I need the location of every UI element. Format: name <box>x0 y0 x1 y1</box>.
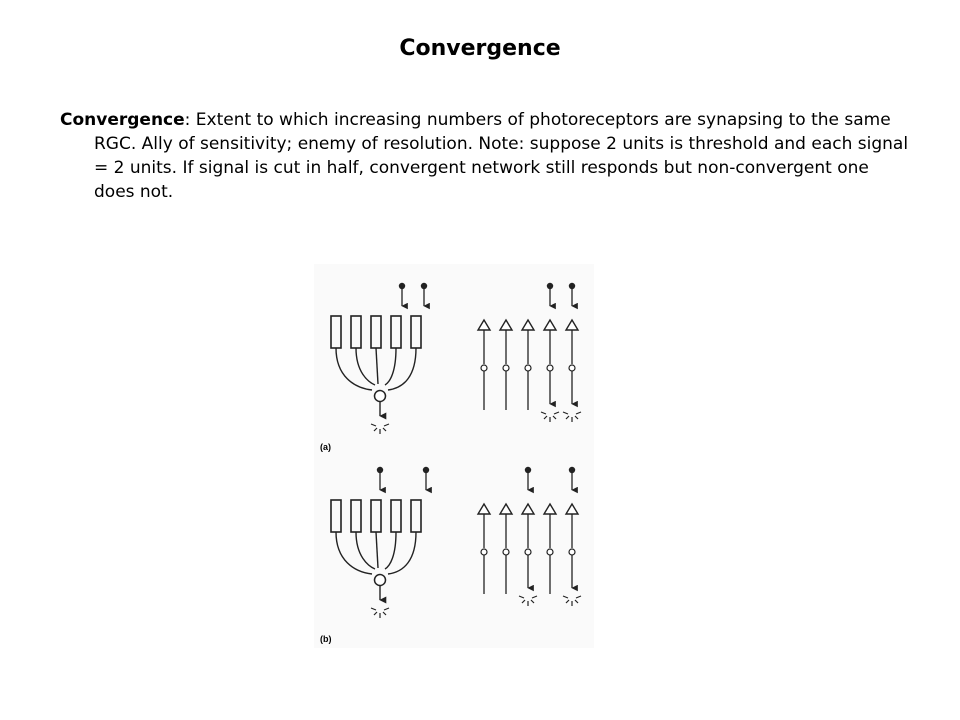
light-stimulus-dot <box>569 467 575 473</box>
photoreceptor-cone <box>478 320 490 330</box>
photoreceptor-cone <box>522 504 534 514</box>
convergent-connection <box>376 348 378 384</box>
convergence-figure <box>314 264 594 648</box>
body-definition: : Extent to which increasing numbers of photoreceptors are synapsing to the same RGC. Ally of sensitivity; enemy of resolution. Note: suppose 2 units is threshold and each signal = 2 units. If signal is cut in half, convergent network still responds but non-convergent one does not. <box>94 110 909 202</box>
bipolar-cell <box>481 365 487 371</box>
photoreceptor-rod <box>371 316 381 348</box>
response-burst-ray <box>541 412 546 414</box>
photoreceptor-cone <box>544 320 556 330</box>
light-stimulus-dot <box>525 467 531 473</box>
response-burst-ray <box>371 424 376 426</box>
bipolar-cell <box>547 365 553 371</box>
convergent-connection <box>336 348 372 390</box>
photoreceptor-rod <box>351 316 361 348</box>
convergence-diagram <box>314 264 594 648</box>
body-term: Convergence <box>60 110 185 130</box>
response-burst-ray <box>371 608 376 610</box>
light-stimulus-dot <box>547 283 553 289</box>
response-burst-ray <box>566 600 569 603</box>
ganglion-cell <box>375 391 386 402</box>
response-burst-ray <box>519 596 524 598</box>
bipolar-cell <box>481 549 487 555</box>
photoreceptor-cone <box>566 504 578 514</box>
photoreceptor-rod <box>331 500 341 532</box>
response-burst-ray <box>575 600 578 603</box>
bipolar-cell <box>525 365 531 371</box>
convergent-connection <box>385 348 396 385</box>
light-stimulus-dot <box>399 283 405 289</box>
photoreceptor-rod <box>411 500 421 532</box>
response-burst-ray <box>554 412 559 414</box>
response-burst-ray <box>532 596 537 598</box>
convergent-connection <box>336 532 372 574</box>
response-burst-ray <box>374 612 377 615</box>
photoreceptor-rod <box>411 316 421 348</box>
light-stimulus-dot <box>423 467 429 473</box>
photoreceptor-cone <box>522 320 534 330</box>
bipolar-cell <box>569 365 575 371</box>
photoreceptor-cone <box>500 320 512 330</box>
convergent-connection <box>388 348 416 390</box>
photoreceptor-cone <box>544 504 556 514</box>
light-stimulus-dot <box>421 283 427 289</box>
response-burst-ray <box>531 600 534 603</box>
bipolar-cell <box>569 549 575 555</box>
response-burst-ray <box>544 416 547 419</box>
response-burst-ray <box>576 596 581 598</box>
response-burst-ray <box>384 608 389 610</box>
photoreceptor-rod <box>391 316 401 348</box>
photoreceptor-cone <box>566 320 578 330</box>
ganglion-cell <box>375 575 386 586</box>
response-burst-ray <box>563 596 568 598</box>
slide-title: Convergence <box>399 36 561 61</box>
bipolar-cell <box>503 549 509 555</box>
response-burst-ray <box>522 600 525 603</box>
photoreceptor-cone <box>478 504 490 514</box>
convergent-connection <box>376 532 378 568</box>
response-burst-ray <box>384 424 389 426</box>
light-stimulus-dot <box>569 283 575 289</box>
response-burst-ray <box>553 416 556 419</box>
photoreceptor-rod <box>391 500 401 532</box>
response-burst-ray <box>563 412 568 414</box>
convergent-connection <box>356 532 375 569</box>
response-burst-ray <box>566 416 569 419</box>
convergent-connection <box>385 532 396 569</box>
photoreceptor-rod <box>351 500 361 532</box>
response-burst-ray <box>374 428 377 431</box>
response-burst-ray <box>575 416 578 419</box>
panel-b-label: (b) <box>320 634 332 644</box>
bipolar-cell <box>547 549 553 555</box>
body-paragraph <box>60 108 910 204</box>
convergent-connection <box>388 532 416 574</box>
photoreceptor-rod <box>371 500 381 532</box>
response-burst-ray <box>383 612 386 615</box>
photoreceptor-rod <box>331 316 341 348</box>
response-burst-ray <box>383 428 386 431</box>
panel-a-label: (a) <box>320 442 331 452</box>
photoreceptor-cone <box>500 504 512 514</box>
panel-b <box>331 467 581 618</box>
response-burst-ray <box>576 412 581 414</box>
bipolar-cell <box>503 365 509 371</box>
light-stimulus-dot <box>377 467 383 473</box>
convergent-connection <box>356 348 375 385</box>
panel-a <box>331 283 581 434</box>
bipolar-cell <box>525 549 531 555</box>
